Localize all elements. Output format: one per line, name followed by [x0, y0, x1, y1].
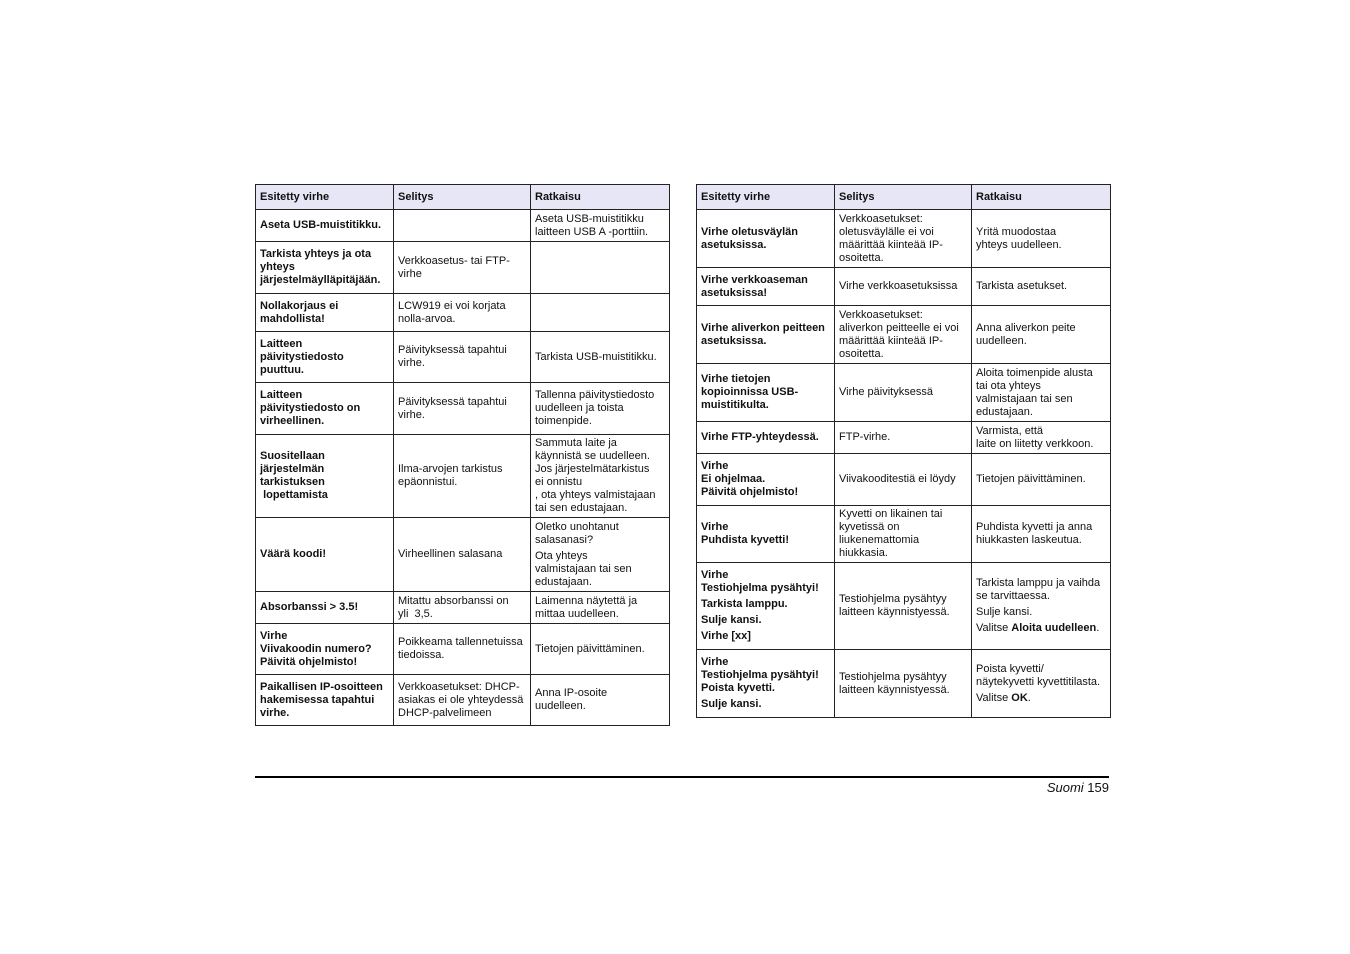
- table-row: [697, 422, 1111, 454]
- table-row: [697, 454, 1111, 506]
- header-description: Selitys: [394, 185, 531, 210]
- description-cell: Testiohjelma pysähtyy laitteen käynnistyessä.: [835, 650, 972, 718]
- table-row: [256, 332, 670, 383]
- table-row: [256, 624, 670, 675]
- table-row: [256, 294, 670, 332]
- right-error-table: [696, 184, 1111, 718]
- error-cell: Laitteen päivitystiedosto puuttuu.: [256, 332, 394, 383]
- error-cell: Virhe Testiohjelma pysähtyi! Poista kyvetti. Sulje kansi.: [697, 650, 835, 718]
- solution-cell: Tietojen päivittäminen.: [531, 624, 670, 675]
- error-cell: Paikallisen IP-osoitteen hakemisessa tapahtui virhe.: [256, 675, 394, 726]
- description-cell: Päivityksessä tapahtui virhe.: [394, 332, 531, 383]
- description-cell: Ilma-arvojen tarkistus epäonnistui.: [394, 435, 531, 518]
- error-cell: Nollakorjaus ei mahdollista!: [256, 294, 394, 332]
- solution-cell: [531, 294, 670, 332]
- table-row: [697, 650, 1111, 718]
- description-cell: Verkkoasetukset: oletusväylälle ei voi määrittää kiinteää IP- osoitetta.: [835, 210, 972, 268]
- table-row: [697, 210, 1111, 268]
- error-cell: Virhe Testiohjelma pysähtyi! Tarkista lamppu. Sulje kansi. Virhe [xx]: [697, 563, 835, 650]
- left-error-table: [255, 184, 670, 726]
- header-solution: Ratkaisu: [531, 185, 670, 210]
- table-row: [256, 675, 670, 726]
- description-cell: Viivakooditestiä ei löydy: [835, 454, 972, 506]
- solution-cell: Tarkista USB-muistitikku.: [531, 332, 670, 383]
- solution-cell: Sammuta laite ja käynnistä se uudelleen. Jos järjestelmätarkistus ei onnistu , ota yhteys valmistajaan tai sen edustajaan.: [531, 435, 670, 518]
- solution-cell: Tarkista asetukset.: [972, 268, 1111, 306]
- header-description: Selitys: [835, 185, 972, 210]
- description-cell: Virhe päivityksessä: [835, 364, 972, 422]
- table-row: [697, 364, 1111, 422]
- table-header-row: [697, 185, 1111, 210]
- description-cell: Poikkeama tallennetuissa tiedoissa.: [394, 624, 531, 675]
- error-cell: Virhe verkkoaseman asetuksissa!: [697, 268, 835, 306]
- error-cell: Virhe oletusväylän asetuksissa.: [697, 210, 835, 268]
- error-cell: Tarkista yhteys ja ota yhteys järjestelmäylläpitäjään.: [256, 242, 394, 294]
- solution-cell: Aloita toimenpide alusta tai ota yhteys valmistajaan tai sen edustajaan.: [972, 364, 1111, 422]
- error-cell: Virhe aliverkon peitteen asetuksissa.: [697, 306, 835, 364]
- solution-cell: [531, 242, 670, 294]
- table-row: [256, 242, 670, 294]
- error-cell: Virhe Ei ohjelmaa. Päivitä ohjelmisto!: [697, 454, 835, 506]
- solution-cell: Tallenna päivitystiedosto uudelleen ja toista toimenpide.: [531, 383, 670, 435]
- table-header-row: [256, 185, 670, 210]
- solution-cell: Poista kyvetti/ näytekyvetti kyvettitilasta. Valitse OK.: [972, 650, 1111, 718]
- table-row: [256, 210, 670, 242]
- right-table-body: [697, 210, 1111, 718]
- solution-cell: Yritä muodostaa yhteys uudelleen.: [972, 210, 1111, 268]
- header-solution: Ratkaisu: [972, 185, 1111, 210]
- solution-cell: Tarkista lamppu ja vaihda se tarvittaessa. Sulje kansi. Valitse Aloita uudelleen.: [972, 563, 1111, 650]
- error-cell: Aseta USB-muistitikku.: [256, 210, 394, 242]
- table-row: [256, 518, 670, 592]
- error-cell: Laitteen päivitystiedosto on virheellinen.: [256, 383, 394, 435]
- table-row: [256, 383, 670, 435]
- description-cell: FTP-virhe.: [835, 422, 972, 454]
- description-cell: Kyvetti on likainen tai kyvetissä on liukenemattomia hiukkasia.: [835, 506, 972, 563]
- description-cell: Virhe verkkoasetuksissa: [835, 268, 972, 306]
- table-row: [697, 268, 1111, 306]
- table-row: [256, 592, 670, 624]
- error-cell: Väärä koodi!: [256, 518, 394, 592]
- error-cell: Virhe Puhdista kyvetti!: [697, 506, 835, 563]
- description-cell: [394, 210, 531, 242]
- error-cell: Suositellaan järjestelmän tarkistuksen lopettamista: [256, 435, 394, 518]
- solution-cell: Aseta USB-muistitikku laitteen USB A -porttiin.: [531, 210, 670, 242]
- description-cell: LCW919 ei voi korjata nolla-arvoa.: [394, 294, 531, 332]
- description-cell: Virheellinen salasana: [394, 518, 531, 592]
- left-table-body: [256, 210, 670, 726]
- description-cell: Verkkoasetukset: DHCP- asiakas ei ole yhteydessä DHCP-palvelimeen: [394, 675, 531, 726]
- table-row: [697, 563, 1111, 650]
- solution-cell: Oletko unohtanut salasanasi? Ota yhteys valmistajaan tai sen edustajaan.: [531, 518, 670, 592]
- page-footer: [1047, 780, 1109, 795]
- error-cell: Virhe tietojen kopioinnissa USB- muistitikulta.: [697, 364, 835, 422]
- error-cell: Virhe Viivakoodin numero? Päivitä ohjelmisto!: [256, 624, 394, 675]
- solution-cell: Laimenna näytettä ja mittaa uudelleen.: [531, 592, 670, 624]
- error-cell: Virhe FTP-yhteydessä.: [697, 422, 835, 454]
- solution-cell: Tietojen päivittäminen.: [972, 454, 1111, 506]
- footer-language: Suomi: [1046, 780, 1084, 795]
- description-cell: Testiohjelma pysähtyy laitteen käynnistyessä.: [835, 563, 972, 650]
- description-cell: Verkkoasetukset: aliverkon peitteelle ei voi määrittää kiinteää IP- osoitetta.: [835, 306, 972, 364]
- footer-rule: [255, 776, 1109, 778]
- header-error: Esitetty virhe: [697, 185, 835, 210]
- solution-cell: Varmista, että laite on liitetty verkkoon.: [972, 422, 1111, 454]
- description-cell: Päivityksessä tapahtui virhe.: [394, 383, 531, 435]
- solution-cell: Puhdista kyvetti ja anna hiukkasten laskeutua.: [972, 506, 1111, 563]
- solution-cell: Anna aliverkon peite uudelleen.: [972, 306, 1111, 364]
- description-cell: Mitattu absorbanssi on yli 3,5.: [394, 592, 531, 624]
- table-row: [697, 306, 1111, 364]
- description-cell: Verkkoasetus- tai FTP- virhe: [394, 242, 531, 294]
- error-cell: Absorbanssi > 3.5!: [256, 592, 394, 624]
- table-row: [697, 506, 1111, 563]
- page-number: 159: [1087, 780, 1109, 795]
- header-error: Esitetty virhe: [256, 185, 394, 210]
- solution-cell: Anna IP-osoite uudelleen.: [531, 675, 670, 726]
- table-row: [256, 435, 670, 518]
